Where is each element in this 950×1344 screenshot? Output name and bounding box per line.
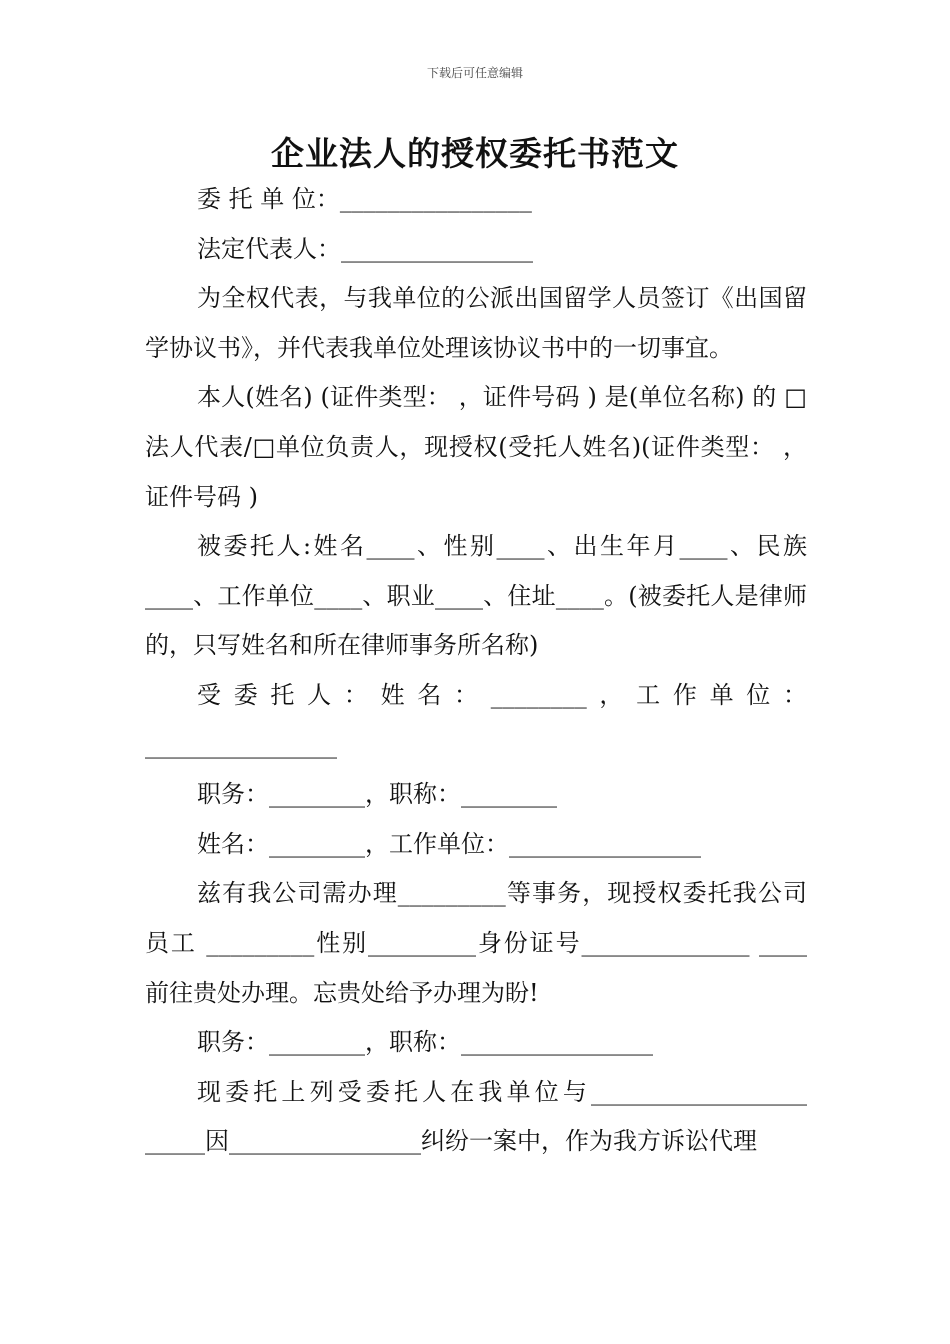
paragraph-name-unit: 姓名：________，工作单位：________________ bbox=[197, 829, 701, 858]
entrusting-unit-blank: ________________ bbox=[339, 185, 532, 213]
document-title: 企业法人的授权委托书范文 bbox=[271, 134, 679, 173]
legal-representative-blank: ________________ bbox=[341, 234, 533, 263]
document-body bbox=[145, 175, 807, 1167]
paragraph-trustee-name-unit: 受委托人：姓名：________，工作单位：________________ bbox=[145, 680, 807, 759]
paragraph-authority: 为全权代表，与我单位的公派出国留学人员签订《出国留学协议书》，并代表我单位处理该协议书中的一切事宜。 bbox=[145, 284, 807, 362]
entrusting-unit-label: 委 托 单 位： bbox=[197, 185, 340, 213]
legal-representative-line bbox=[145, 225, 807, 275]
paragraph-position-title-2: 职务：________，职称：________________ bbox=[197, 1028, 653, 1057]
paragraph-principal: 本人(姓名) (证件类型： ，证件号码 ) 是(单位名称) 的 □法人代表/□单位负责人，现授权(受托人姓名)(证件类型： ，证件号码 ) bbox=[145, 383, 807, 511]
paragraph-position-title: 职务：________，职称：________ bbox=[197, 780, 557, 809]
paragraph-litigation: 现委托上列受委托人在我单位与__________________ _____因________________纠纷一案中，作为我方诉讼代理 bbox=[145, 1077, 807, 1156]
header-note: 下载后可任意编辑 bbox=[426, 66, 523, 80]
paragraph-company-matter: 兹有我公司需办理_________等事务，现授权委托我公司员工 _________性别_________身份证号______________ ____前往贵处办理。忘贵处给予办理为盼! bbox=[145, 879, 807, 1007]
legal-representative-label: 法定代表人： bbox=[197, 234, 341, 263]
paragraph-trustee-info: 被委托人:姓名____、性别____、出生年月____、民族____、工作单位____、职业____、住址____。(被委托人是律师的，只写姓名和所在律师事务所名称) bbox=[145, 532, 807, 660]
entrusting-unit-line bbox=[145, 175, 807, 225]
